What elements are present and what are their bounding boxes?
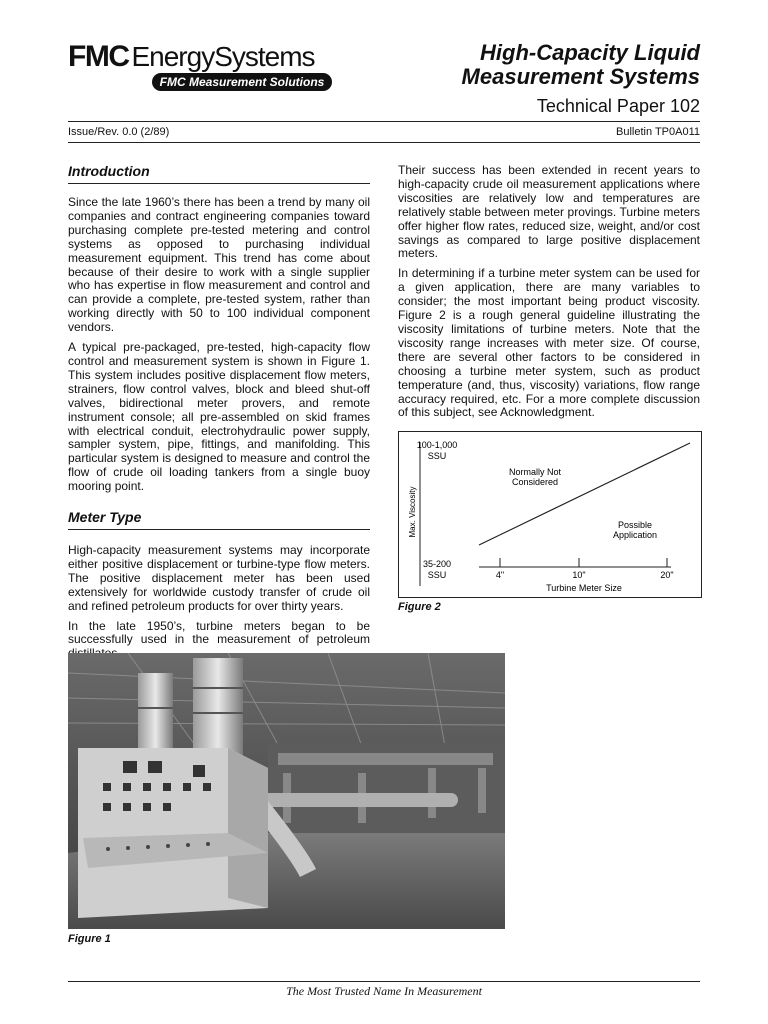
- title-line-2: Measurement Systems: [461, 64, 700, 89]
- region-lower-label-2: Application: [612, 530, 658, 540]
- y-top-label-1: 100-1,000: [416, 440, 458, 450]
- introduction-paragraph-1: Since the late 1960’s there has been a trend by many oil companies and contract engineering companies toward purchasing complete pre-tested metering and control systems as opposed to purchasing individual measurement equipment. This trend has come about because of their desire to work with a single supplier who has expertise in flow measurement and control and can provide a complete, pre-tested system, rather than working directly with 50 to 100 individual component vendors.: [68, 195, 370, 335]
- footer-rule: [68, 981, 700, 982]
- logo-wordmark: [68, 40, 315, 74]
- title-line-1: High-Capacity Liquid: [480, 40, 700, 65]
- figure-1-photo-svg: [68, 653, 505, 929]
- introduction-heading: Introduction: [68, 163, 370, 184]
- fmc-logo: [68, 40, 338, 96]
- figure-2-svg: [399, 432, 701, 597]
- region-upper-label-1: Normally Not: [508, 467, 562, 477]
- header-rule: [68, 121, 700, 122]
- document-subtitle: Technical Paper 102: [536, 96, 700, 116]
- right-paragraph-1: Their success has been extended in recent years to high-capacity crude oil measurement applications where viscosities are relatively low and temperatures are relatively stable between meter provings. Turbine meters offer higher flow rates, reduced size, weight, and/or cost savings as compared to large positive displacement meters.: [398, 163, 700, 261]
- meter-type-body: [68, 544, 370, 667]
- region-lower-label-1: Possible: [617, 520, 653, 530]
- bulletin-number: Bulletin TP0A011: [616, 126, 700, 138]
- issue-revision: Issue/Rev. 0.0 (2/89): [68, 126, 170, 138]
- figure-2-y-axis-label: Max. Viscosity: [408, 486, 417, 538]
- footer-tagline: The Most Trusted Name In Measurement: [286, 984, 482, 998]
- right-column-body: [398, 164, 700, 426]
- figure-1-photo: [68, 653, 505, 929]
- figure-1-caption: Figure 1: [68, 933, 111, 945]
- y-top-label-2: SSU: [427, 451, 447, 461]
- figure-2-x-axis-label: Turbine Meter Size: [546, 583, 622, 593]
- x-tick-label-20: 20": [660, 570, 674, 580]
- introduction-paragraph-2: A typical pre-packaged, pre-tested, high-capacity flow control and measurement system is shown in Figure 1. This system includes positive displacement flow meters, strainers, flow control valves, block and bleed shut-off valves, bidirectional meter provers, and remote instrument console; all pre-assembled on skid frames with electrical conduit, electrohydraulic power supply, sampler system, pipe, fittings, and manifolding. This particular system is designed to measure and control the flow of crude oil loading tankers from a single buoy mooring point.: [68, 340, 370, 494]
- figure-2-limit-line: [479, 443, 690, 545]
- meter-type-heading: Meter Type: [68, 509, 370, 530]
- logo-tagline: FMC Measurement Solutions: [152, 73, 332, 91]
- figure-2-caption: Figure 2: [398, 601, 441, 613]
- y-bottom-label-2: SSU: [427, 570, 447, 580]
- meter-type-paragraph-2: In the late 1950’s, turbine meters began to be successfully used in the measurement of petroleum: [68, 618, 370, 647]
- logo-fmc: FMC: [68, 40, 129, 73]
- document-title: [462, 41, 700, 89]
- figure-2-diagram: [398, 431, 702, 598]
- x-tick-label-4: 4": [495, 570, 505, 580]
- y-bottom-label-1: 35-200: [422, 559, 452, 569]
- introduction-body: [68, 196, 370, 500]
- x-tick-label-10: 10": [572, 570, 586, 580]
- meter-type-paragraph-1: High-capacity measurement systems may incorporate either positive displacement or turbine-type flow meters. The positive displacement meter has been used extensively for worldwide custody transfer of crude oil and refined petroleum products for over thirty years.: [68, 543, 370, 613]
- right-paragraph-2: In determining if a turbine meter system can be used for a given application, there are many variables to consider; the most important being product viscosity. Figure 2 is a rough general guideline illustrating the viscosity limitations of turbine meters. Note that the viscosity range increases with meter size. Of course, there are several other factors to be considered in choosing a turbine meter system, such as product temperature (and, thus, viscosity) variations, flow range accuracy required, etc. For a more complete discussion of this subject, see Acknowledgment.: [398, 266, 700, 420]
- region-upper-label-2: Considered: [511, 477, 559, 487]
- meta-rule: [68, 142, 700, 143]
- logo-energy-systems: EnergySystems: [131, 41, 315, 72]
